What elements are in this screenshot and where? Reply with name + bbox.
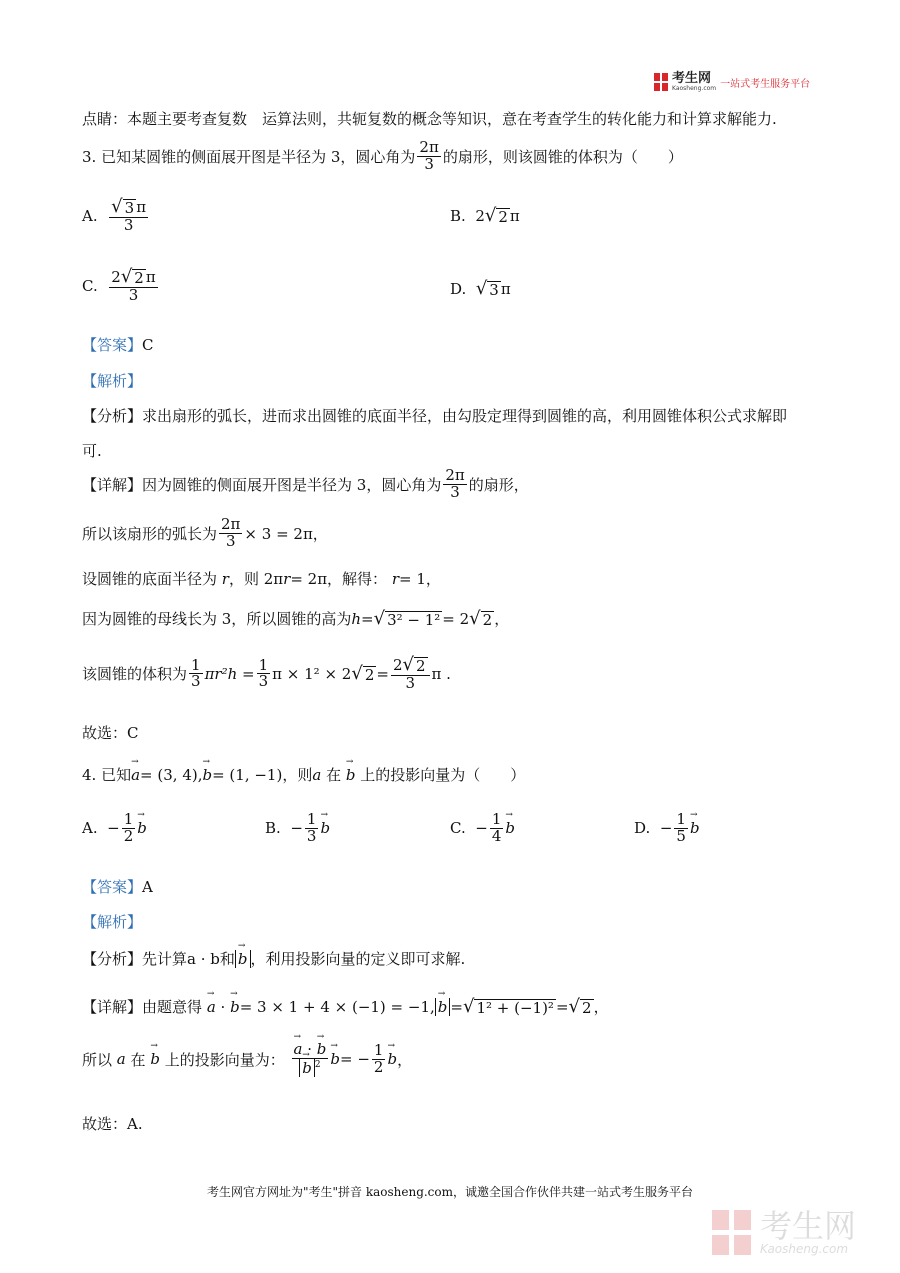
q4-fenxi: 【分析】 先计算 a · b 和 → b ，利用投影向量的定义即可求解.	[82, 948, 465, 969]
q3-angle-fraction: $\frac{2\pi}{3}$	[419, 138, 439, 173]
q3-analysis-heading: 【解析】	[82, 372, 143, 390]
q3-prefix: 3. 已知某圆锥的侧面展开图是半径为 3，圆心角为	[82, 147, 416, 166]
q4-answer: 【答案】 A	[82, 877, 153, 896]
q3-fenxi: 【分析】 求出扇形的弧长，进而求出圆锥的底面半径，由勾股定理得到圆锥的高，利用圆锥体积公式求解即	[82, 407, 788, 425]
q3-suffix: 的扇形，则该圆锥的体积为（ ）	[442, 147, 683, 166]
q3-answer	[82, 334, 154, 355]
q3-option-d: D. √ 3 π	[450, 278, 511, 299]
watermark: 考生网 Kaosheng.com	[712, 1210, 856, 1256]
q4-choose: 故选：A.	[82, 1115, 143, 1133]
header-logo	[654, 72, 810, 92]
logo-text: 考生网	[672, 71, 712, 86]
q3-stem	[82, 140, 683, 173]
q4-detail-line2: 所以 a 在 → b 上的投影向量为： → a · → b → b $^2$ → b = − $\frac{1}{2}$ → b ，	[82, 1042, 412, 1077]
answer-value: C	[142, 335, 154, 354]
q4-analysis-heading: 【解析】	[82, 913, 143, 931]
q3-option-c: C. 2 √ 2 π 3	[82, 266, 156, 304]
answer-tag: 【答案】	[82, 336, 143, 354]
q3-option-b: B. 2 √ 2 π	[450, 205, 520, 226]
q3-detail-line1: 【详解】 因为圆锥的侧面展开图是半径为 3，圆心角为 $\frac{2\pi}{3}$ 的扇形，	[82, 466, 529, 501]
q3-option-a: A. √ 3 π 3	[82, 196, 147, 234]
q3-detail-line2: 所以该扇形的弧长为 $\frac{2\pi}{3}$ × 3 = 2π，	[82, 515, 328, 550]
logo-subtext: Kaosheng.com	[672, 85, 717, 92]
q3-detail-line3: 设圆锥的底面半径为 r ，则 2π r = 2π，解得： r = 1，	[82, 569, 441, 588]
q3-detail-line4: 因为圆锥的母线长为 3，所以圆锥的高为 h = √ 3² − 1² = 2 √ 2 ，	[82, 608, 510, 629]
q4-option-a: A. − $\frac{1}{2}$ → b	[82, 812, 147, 845]
page-footer: 考生网官方网址为"考生"拼音 kaosheng.com，诚邀全国合作伙伴共建一站式考生服务平台	[206, 1185, 694, 1199]
note-text: 点睛：本题主要考查复数 运算法则，共轭复数的概念等知识，意在考查学生的转化能力和计算求解能力.	[82, 110, 777, 128]
q3-choose: 故选：C	[82, 724, 139, 742]
q4-option-d: D. − $\frac{1}{5}$ → b	[634, 812, 700, 845]
q3-fenxi-cont: 可.	[82, 442, 102, 460]
q4-option-b: B. − $\frac{1}{3}$ → b	[265, 812, 330, 845]
kaosheng-logo-icon	[654, 73, 668, 91]
kaosheng-watermark-icon	[712, 1210, 752, 1256]
header-slogan: 一站式考生服务平台	[720, 78, 811, 90]
note-line	[82, 108, 777, 129]
q3-detail-line5: 该圆锥的体积为 $\frac{1}{3}$ πr²h = $\frac{1}{3}$ π × 1² × 2 √ 2 = 2 √ 2 3 π .	[82, 654, 451, 692]
q4-detail-line1: 【详解】 由题意得 → a · → b = 3 × 1 + 4 × (−1) = −1, → b = √ 1² + (−1)² = √ 2 ，	[82, 996, 609, 1017]
q4-option-c: C. − $\frac{1}{4}$ → b	[450, 812, 515, 845]
q4-stem: 4. 已知 → a = (3, 4), → b = (1, −1)，则 a 在 → b 上的投影向量为（ ）	[82, 764, 525, 785]
